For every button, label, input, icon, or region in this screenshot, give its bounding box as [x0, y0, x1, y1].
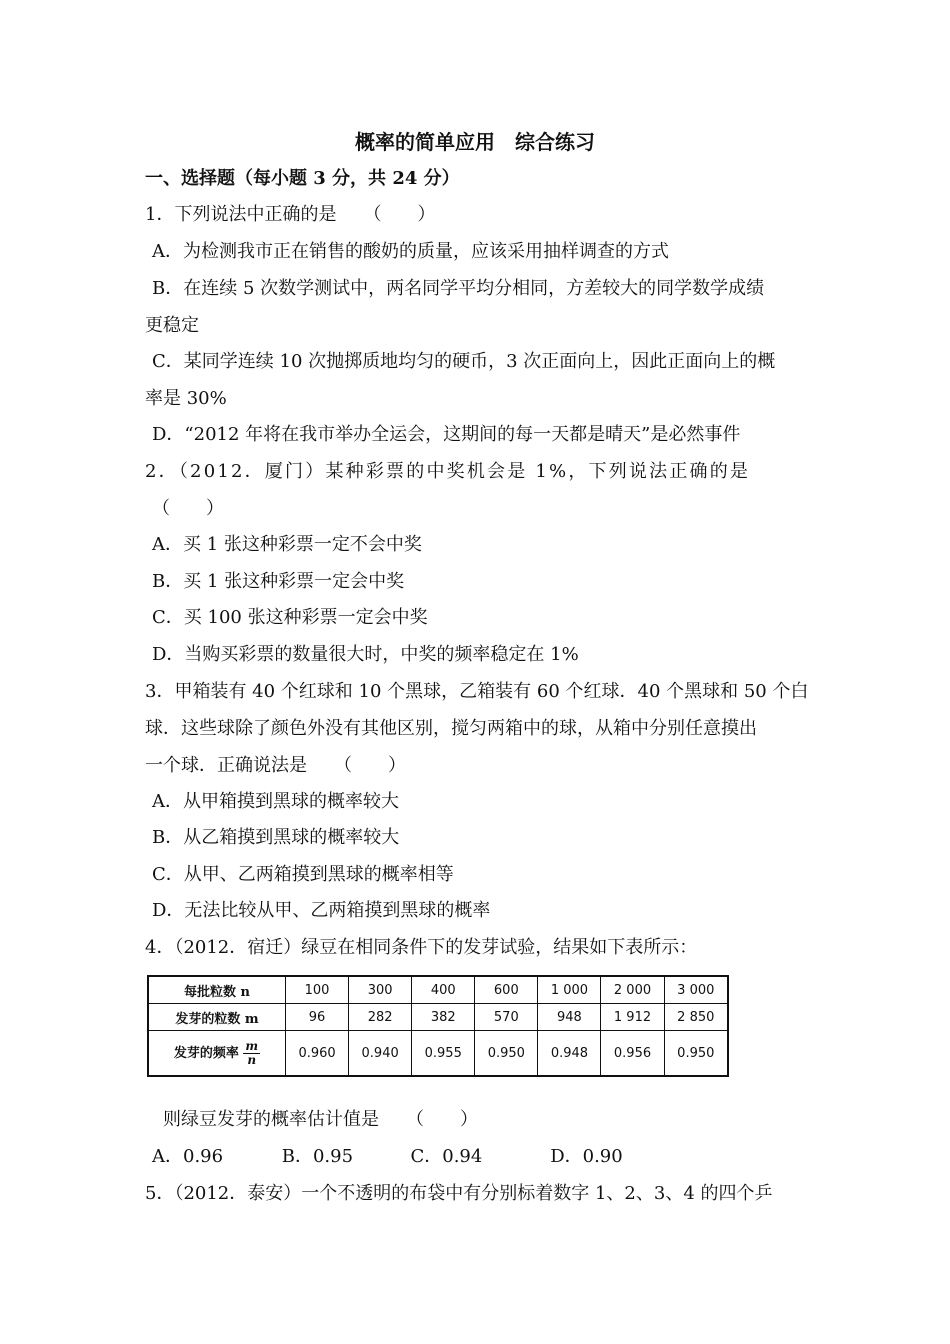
- q4-option-c: C．0.94: [410, 1146, 483, 1167]
- q2-stem: 2．（2012．厦门）某种彩票的中奖机会是 1%，下列说法正确的是: [145, 461, 751, 482]
- table-cell: 282: [349, 1004, 412, 1031]
- table-row: [148, 976, 728, 1004]
- table-cell: 0.950: [664, 1031, 728, 1077]
- table-cell: 2 850: [664, 1004, 728, 1031]
- page-title: 概率的简单应用 综合练习: [355, 130, 595, 154]
- section-heading: 一、选择题（每小题 3 分，共 24 分）: [145, 168, 460, 189]
- frequency-label: 发芽的频率: [173, 1045, 239, 1061]
- q1-option-a: A．为检测我市正在销售的酸奶的质量，应该采用抽样调查的方式: [152, 241, 669, 262]
- q1-stem: 1．下列说法中正确的是 （ ）: [145, 204, 436, 225]
- q3-option-a: A．从甲箱摸到黑球的概率较大: [152, 791, 399, 812]
- table-cell: 0.940: [349, 1031, 412, 1077]
- table-cell: 570: [475, 1004, 538, 1031]
- fraction-denominator: n: [247, 1052, 257, 1067]
- q1-option-b: B．在连续 5 次数学测试中，两名同学平均分相同，方差较大的同学数学成绩: [152, 278, 765, 299]
- table-cell: 3 000: [664, 976, 728, 1004]
- q3-option-d: D．无法比较从甲、乙两箱摸到黑球的概率: [152, 900, 491, 921]
- table-cell: 1 912: [601, 1004, 664, 1031]
- table-cell: 0.960: [286, 1031, 349, 1077]
- table-row: [148, 1031, 728, 1077]
- table-header-batch-size: 每批粒数 n: [148, 976, 286, 1004]
- q3-stem-line3: 一个球．正确说法是 （ ）: [145, 755, 406, 776]
- table-cell: 0.948: [538, 1031, 601, 1077]
- q1-option-c-cont: 率是 30%: [145, 388, 227, 409]
- q4-ask: 则绿豆发芽的概率估计值是 （ ）: [163, 1109, 478, 1130]
- q4-option-b: B．0.95: [281, 1146, 354, 1167]
- table-cell: 382: [412, 1004, 475, 1031]
- q1-option-b-cont: 更稳定: [145, 315, 199, 336]
- table-header-frequency: [148, 1031, 286, 1077]
- table-cell: 100: [286, 976, 349, 1004]
- q2-answer-paren: （ ）: [152, 498, 224, 519]
- table-cell: 300: [349, 976, 412, 1004]
- q3-stem-line1: 3．甲箱装有 40 个红球和 10 个黑球，乙箱装有 60 个红球．40 个黑球和 50 个白: [145, 681, 809, 702]
- q1-option-d: D．“2012 年将在我市举办全运会，这期间的每一天都是晴天”是必然事件: [152, 424, 741, 445]
- table-cell: 2 000: [601, 976, 664, 1004]
- table-cell: 400: [412, 976, 475, 1004]
- table-header-germinated: 发芽的粒数 m: [148, 1004, 286, 1031]
- q4-stem: 4．（2012．宿迁）绿豆在相同条件下的发芽试验，结果如下表所示：: [145, 937, 698, 958]
- germination-table: [147, 975, 729, 1077]
- q3-option-c: C．从甲、乙两箱摸到黑球的概率相等: [152, 864, 454, 885]
- table-cell: 600: [475, 976, 538, 1004]
- table-cell: 0.955: [412, 1031, 475, 1077]
- table-cell: 0.950: [475, 1031, 538, 1077]
- q4-option-a: A．0.96: [152, 1146, 224, 1167]
- q3-option-b: B．从乙箱摸到黑球的概率较大: [152, 827, 400, 848]
- q4-options: [152, 1145, 623, 1169]
- fraction-numerator: m: [245, 1038, 259, 1053]
- q1-option-c: C．某同学连续 10 次抛掷质地均匀的硬币，3 次正面向上，因此正面向上的概: [152, 351, 776, 372]
- q4-option-d: D．0.90: [550, 1146, 623, 1167]
- q5-stem: 5．（2012．泰安）一个不透明的布袋中有分别标着数字 1、2、3、4 的四个乒: [145, 1183, 773, 1204]
- table-cell: 948: [538, 1004, 601, 1031]
- table-row: [148, 1004, 728, 1031]
- q2-option-d: D．当购买彩票的数量很大时，中奖的频率稳定在 1%: [152, 644, 579, 665]
- table-cell: 0.956: [601, 1031, 664, 1077]
- table-cell: 96: [286, 1004, 349, 1031]
- table-cell: 1 000: [538, 976, 601, 1004]
- q2-option-b: B．买 1 张这种彩票一定会中奖: [152, 571, 405, 592]
- q2-option-a: A．买 1 张这种彩票一定不会中奖: [152, 534, 422, 555]
- q3-stem-line2: 球．这些球除了颜色外没有其他区别，搅匀两箱中的球，从箱中分别任意摸出: [145, 718, 757, 739]
- q2-option-c: C．买 100 张这种彩票一定会中奖: [152, 607, 428, 628]
- fraction-m-over-n: [243, 1040, 260, 1067]
